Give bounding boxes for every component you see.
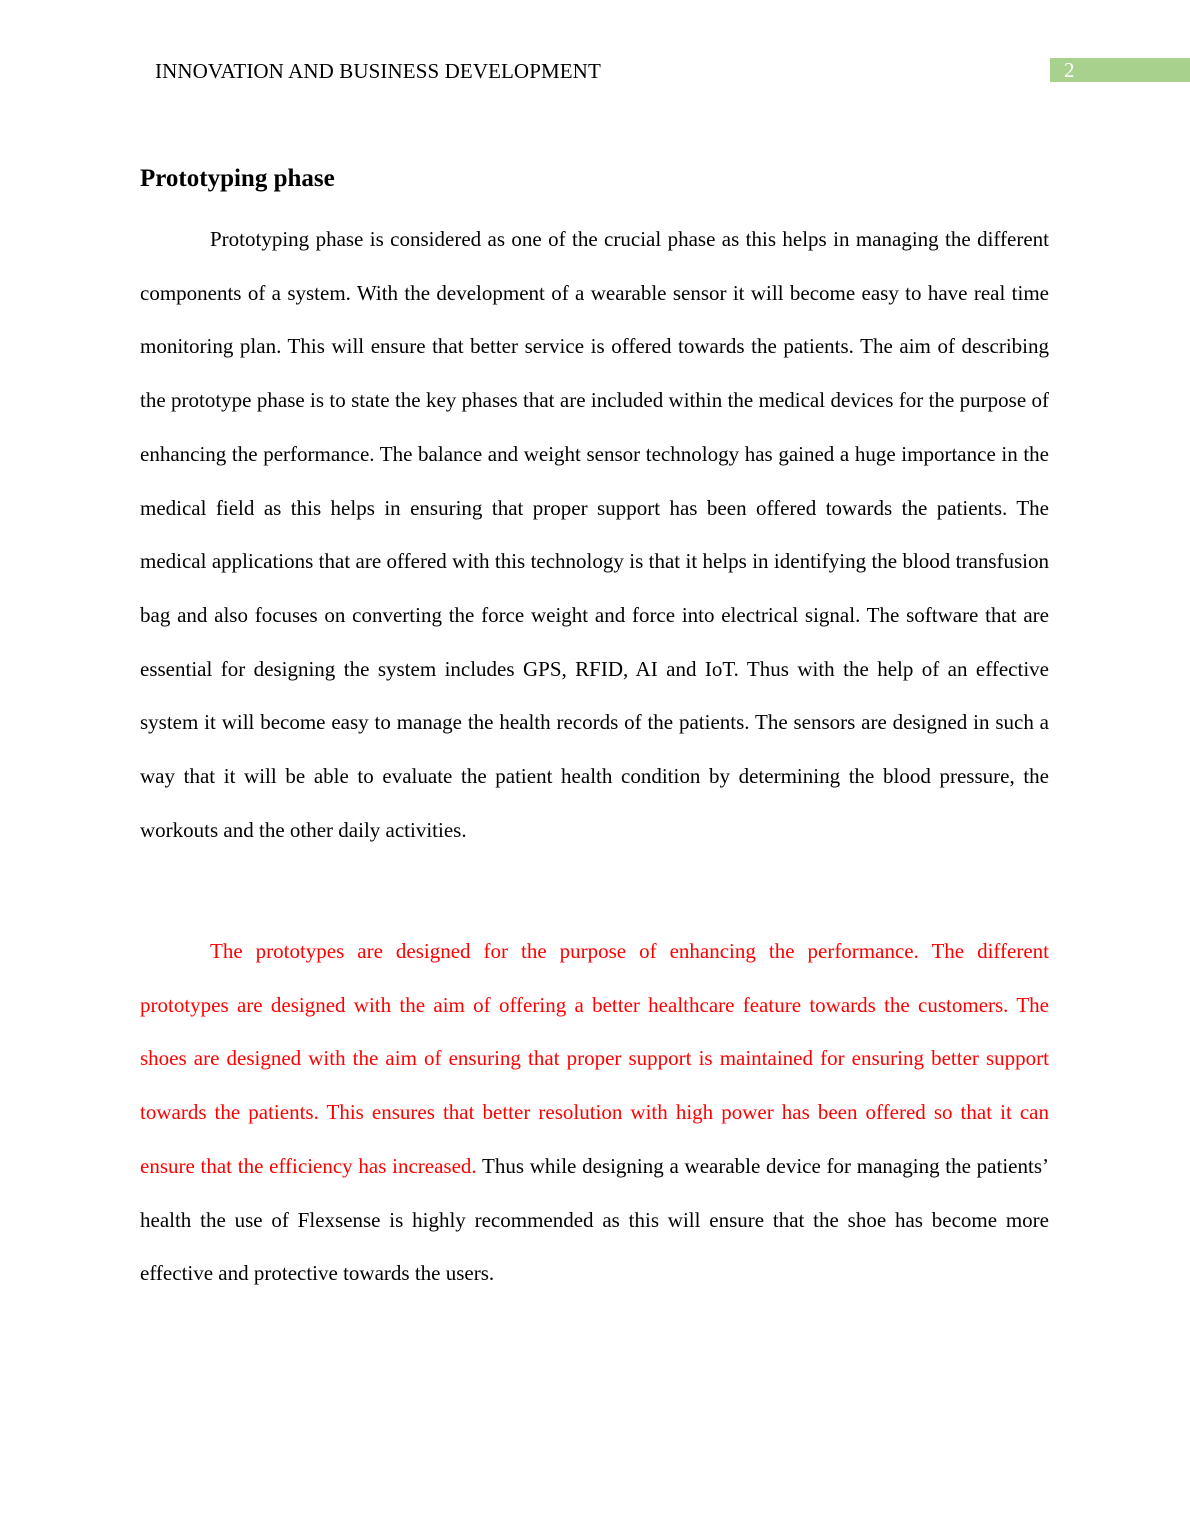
highlighted-text: The prototypes are designed for the purpose of enhancing the performance. The different prototypes are designed with the aim of offering a better healthcare feature towards the customers. The shoes are designed with the aim of ensuring that proper support is maintained for ensuring better support towards the patients. This ensures that better resolution with high power has been offered so that it can ensure that the efficiency has increased. (140, 939, 1049, 1178)
paragraph-2-tail-text: Thus while designing a wearable device for managing the patients’ health the use of Flexsense is highly recommended as this will ensure that the shoe has become more effective and protective towards the users. (140, 1153, 1049, 1286)
body-paragraph-1: Prototyping phase is considered as one of the crucial phase as this helps in managing the different components of a system. With the development of a wearable sensor it will become easy to have real time monitoring plan. This will ensure that better service is offered towards the patients. The aim of describing the prototype phase is to state the key phases that are included within the medical devices for the purpose of enhancing the performance. The balance and weight sensor technology has gained a huge importance in the medical field as this helps in ensuring that proper support has been offered towards the patients. The medical applications that are offered with this technology is that it helps in identifying the blood transfusion bag and also focuses on converting the force weight and force into electrical signal. The software that are essential for designing the system includes GPS, RFID, AI and IoT. Thus with the help of an effective system it will become easy to manage the health records of the patients. The sensors are designed in such a way that it will be able to evaluate the patient health condition by determining the blood pressure, the workouts and the other daily activities. (140, 227, 1049, 842)
body-paragraph-2 (140, 925, 1049, 1301)
running-header-title: INNOVATION AND BUSINESS DEVELOPMENT (155, 59, 601, 83)
section-heading: Prototyping phase (140, 165, 335, 192)
page-number-badge: 2 (1050, 58, 1190, 82)
